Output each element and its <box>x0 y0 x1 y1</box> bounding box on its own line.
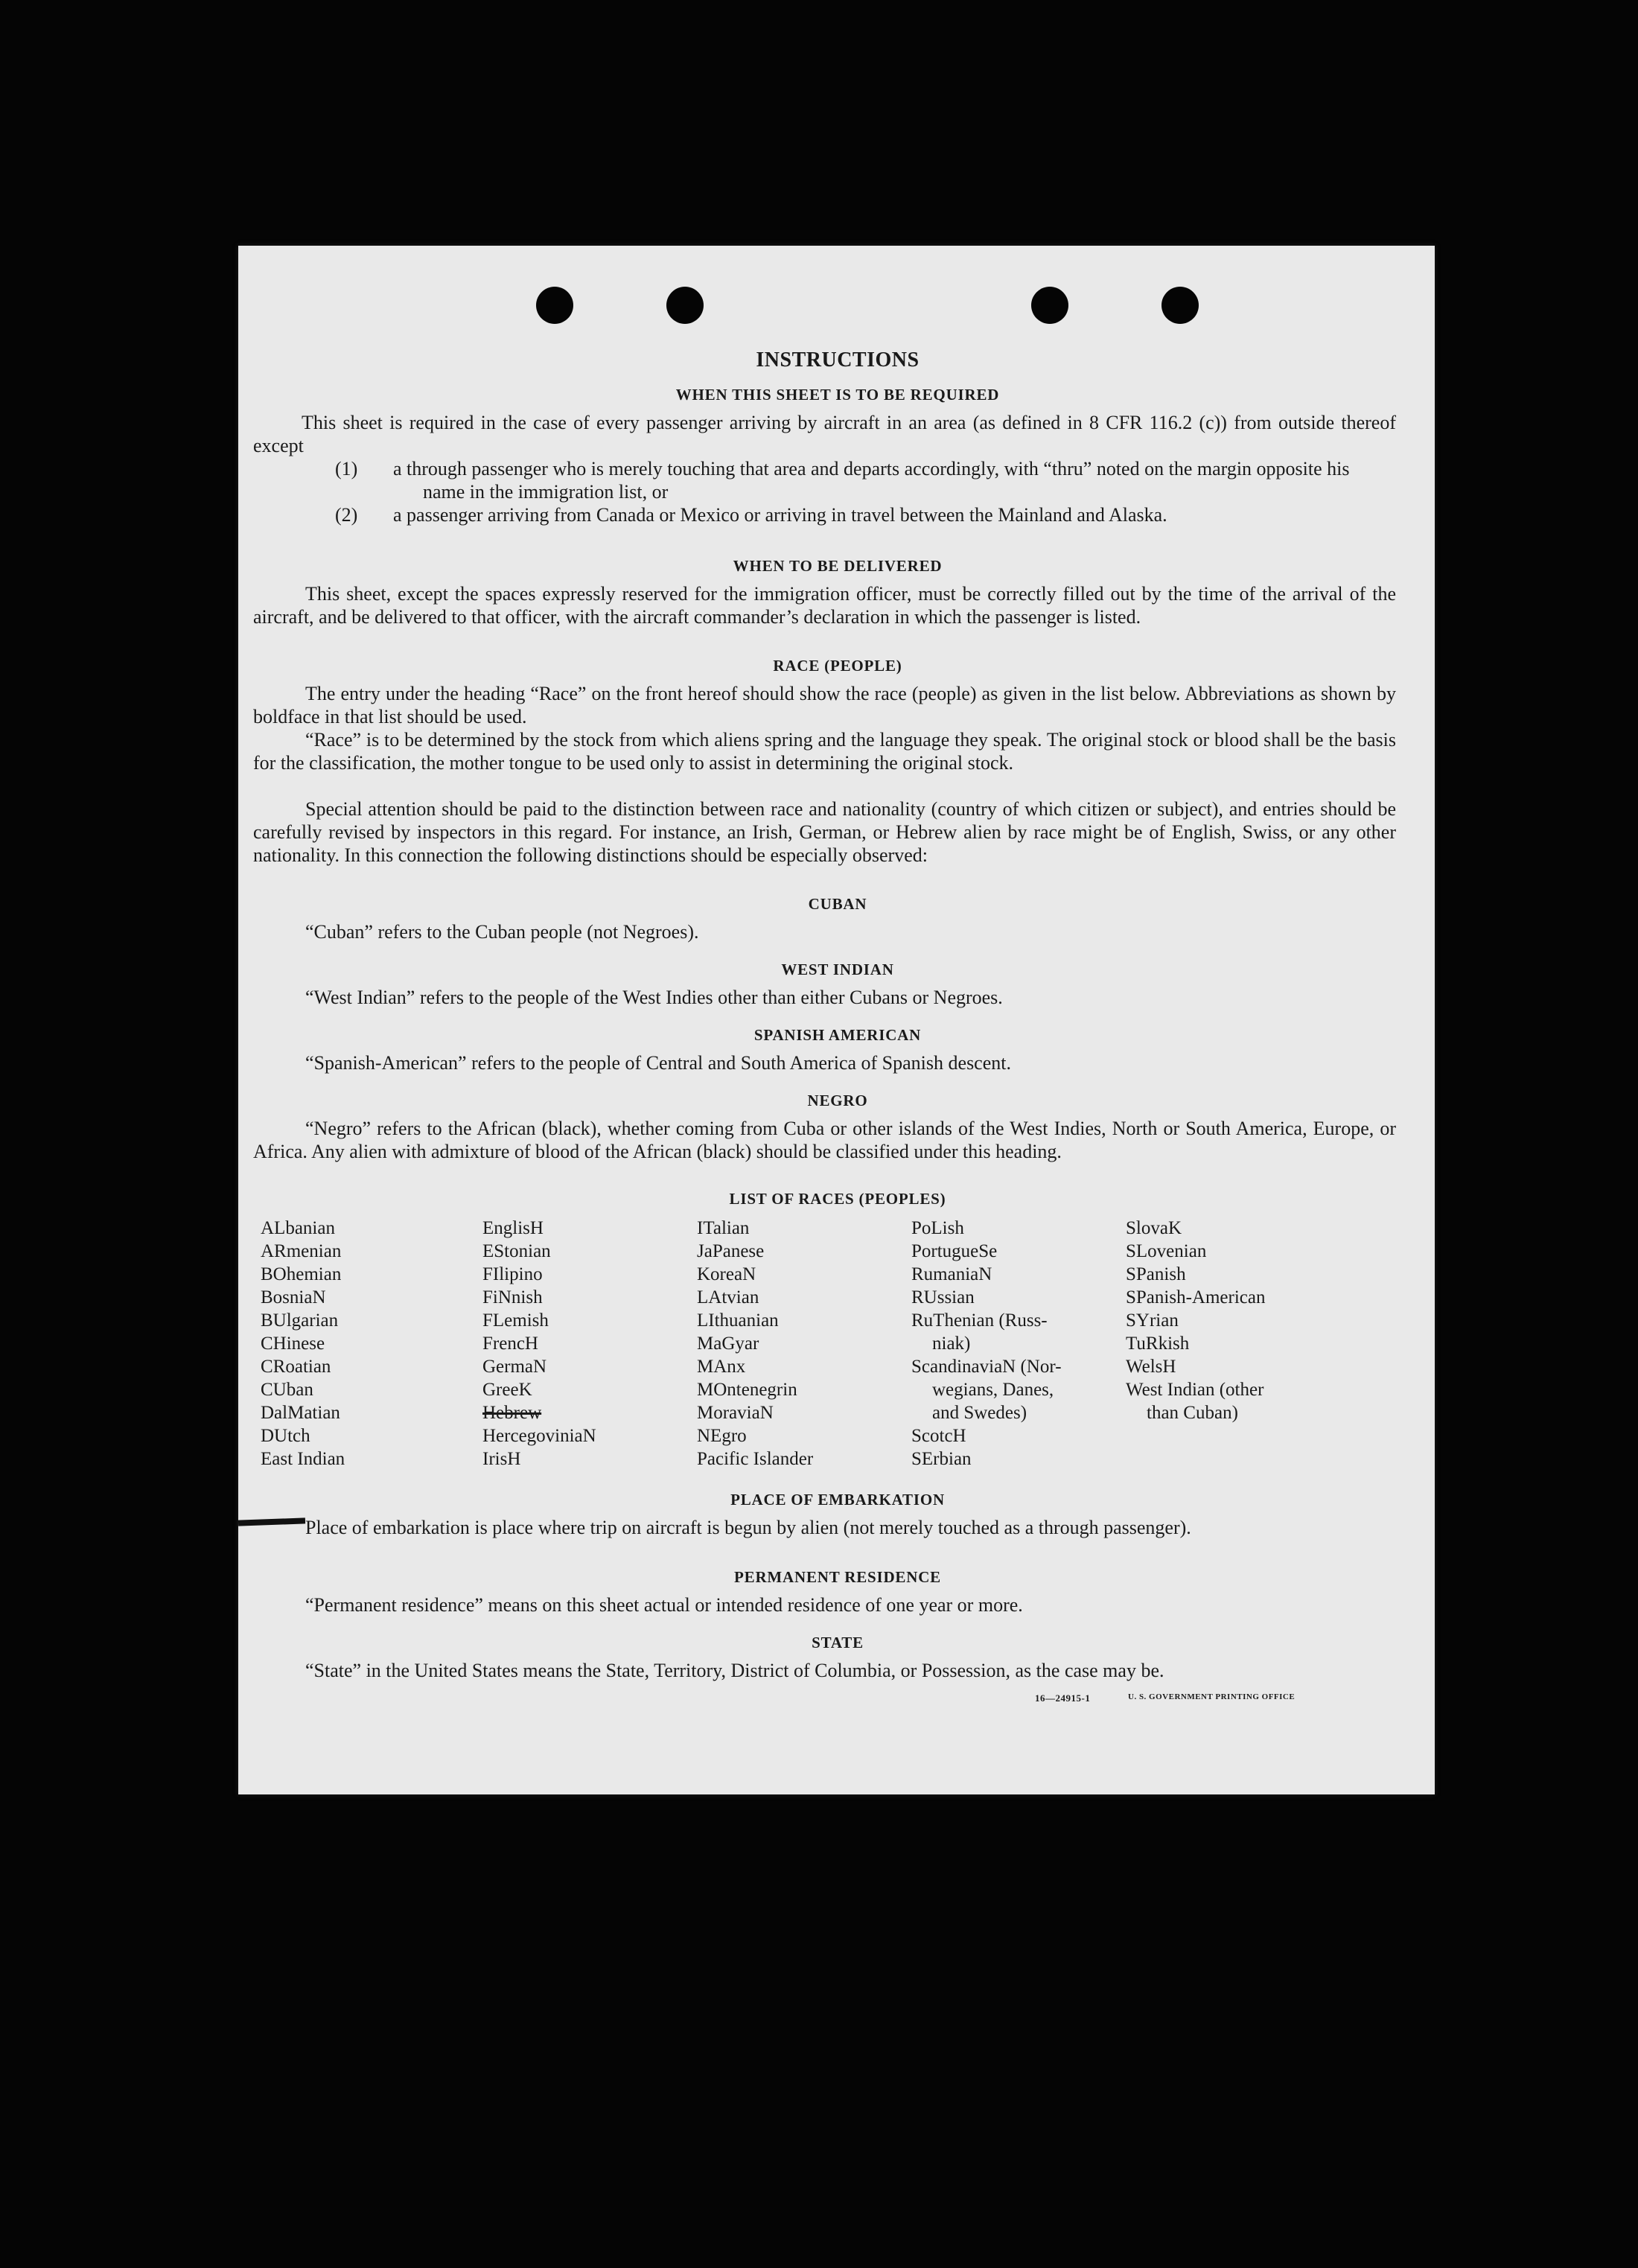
heading-west-indian: WEST INDIAN <box>781 961 894 978</box>
race-entry: BUlgarian <box>261 1310 339 1331</box>
race-entry: PortugueSe <box>911 1241 998 1261</box>
race-entry-continued: and Swedes) <box>932 1403 1027 1423</box>
state-text: “State” in the United States means the State, Territory, District of Columbia, or Possession, as the case may be. <box>305 1660 1164 1681</box>
heading-list-of-races: LIST OF RACES (PEOPLES) <box>729 1190 946 1208</box>
punch-hole <box>1031 287 1068 324</box>
page-title: INSTRUCTIONS <box>756 348 920 372</box>
race-entry: MOntenegrin <box>697 1380 797 1400</box>
race-paragraph-1: The entry under the heading “Race” on the front hereof should show the race (people) as given in the list below. Abbreviations as shown by boldface in that list should be used. <box>253 683 1396 727</box>
race-entry: BosniaN <box>261 1287 326 1307</box>
race-entry: TuRkish <box>1126 1334 1190 1354</box>
race-entry: ScandinaviaN (Nor- <box>911 1357 1062 1377</box>
race-entry: PoLish <box>911 1218 964 1238</box>
heading-permanent-residence: PERMANENT RESIDENCE <box>734 1568 941 1586</box>
race-entry-continued: than Cuban) <box>1147 1403 1238 1423</box>
race-entry: FiNnish <box>482 1287 543 1307</box>
race-entry: RuThenian (Russ- <box>911 1310 1048 1331</box>
when-required-intro: This sheet is required in the case of every passenger arriving by aircraft in an area (as defined in 8 CFR 116.2 (c)) from outside thereof except <box>253 412 1396 456</box>
punch-hole <box>1161 287 1199 324</box>
race-entry: LAtvian <box>697 1287 759 1307</box>
race-entry: JaPanese <box>697 1241 765 1261</box>
race-entry: GermaN <box>482 1357 547 1377</box>
when-required-item-2 <box>335 503 1396 526</box>
race-paragraph-2: “Race” is to be determined by the stock from which aliens spring and the language they speak. The original stock or blood shall be the basis for the classification, the mother tongue to be used only to assist in determining the original stock. <box>253 729 1396 774</box>
race-entry: FrencH <box>482 1334 538 1354</box>
heading-state: STATE <box>812 1634 864 1651</box>
race-entry: West Indian (other <box>1126 1380 1264 1400</box>
race-entry: ScotcH <box>911 1426 966 1446</box>
item-number: (1) <box>335 458 358 480</box>
race-entry: GreeK <box>482 1380 532 1400</box>
race-entry: SlovaK <box>1126 1218 1182 1238</box>
race-entry: CHinese <box>261 1334 325 1354</box>
heading-spanish-american: SPANISH AMERICAN <box>753 1026 922 1044</box>
race-entry: EStonian <box>482 1241 551 1261</box>
race-entry: East Indian <box>261 1449 345 1469</box>
race-entry: ALbanian <box>261 1218 335 1238</box>
race-entry: CRoatian <box>261 1357 331 1377</box>
race-entry: EnglisH <box>482 1218 544 1238</box>
printer-imprint: U. S. GOVERNMENT PRINTING OFFICE <box>1128 1692 1296 1701</box>
race-entry: ITalian <box>697 1218 750 1238</box>
race-entry: HercegoviniaN <box>482 1426 596 1446</box>
punch-hole <box>536 287 573 324</box>
punch-hole <box>666 287 704 324</box>
race-entry: SErbian <box>911 1449 972 1469</box>
spanish-american-text: “Spanish-American” refers to the people of Central and South America of Spanish descent. <box>305 1052 1011 1074</box>
race-entry: RumaniaN <box>911 1264 992 1284</box>
races-column-5 <box>1126 1217 1265 1424</box>
when-delivered-text: This sheet, except the spaces expressly reserved for the immigration officer, must be correctly filled out by the time of the arrival of the aircraft, and be delivered to that officer, with the aircraft commander’s declaration in which the passenger is listed. <box>253 583 1396 628</box>
race-entry: FIlipino <box>482 1264 543 1284</box>
negro-text: “Negro” refers to the African (black), whether coming from Cuba or other islands of the West Indies, North or South America, Europe, or Africa. Any alien with admixture of blood of the African (black) should be classified under this heading. <box>253 1118 1396 1162</box>
embarkation-text: Place of embarkation is place where trip on aircraft is begun by alien (not merely touched as a through passenger). <box>305 1517 1191 1538</box>
race-entry: SLovenian <box>1126 1241 1207 1261</box>
heading-negro: NEGRO <box>807 1092 868 1109</box>
race-entry: MaGyar <box>697 1334 759 1354</box>
race-entry: DUtch <box>261 1426 310 1446</box>
race-entry: KoreaN <box>697 1264 756 1284</box>
race-entry: ARmenian <box>261 1241 342 1261</box>
heading-when-delivered: WHEN TO BE DELIVERED <box>733 557 943 575</box>
residence-text: “Permanent residence” means on this sheet actual or intended residence of one year or more. <box>305 1594 1023 1616</box>
heading-embarkation: PLACE OF EMBARKATION <box>730 1491 945 1509</box>
race-entry-continued: niak) <box>932 1334 971 1354</box>
heading-cuban: CUBAN <box>808 895 867 913</box>
race-entry: NEgro <box>697 1426 747 1446</box>
race-entry: FLemish <box>482 1310 549 1331</box>
race-entry: MoraviaN <box>697 1403 774 1423</box>
cuban-text: “Cuban” refers to the Cuban people (not Negroes). <box>305 921 699 943</box>
item-text: a passenger arriving from Canada or Mexico or arriving in travel between the Mainland and Alaska. <box>393 504 1167 526</box>
item-number: (2) <box>335 504 358 526</box>
race-entry: CUban <box>261 1380 313 1400</box>
races-column-2 <box>482 1217 596 1471</box>
race-entry: SYrian <box>1126 1310 1179 1331</box>
race-entry: SPanish <box>1126 1264 1186 1284</box>
races-column-1 <box>261 1217 345 1471</box>
race-entry: IrisH <box>482 1449 521 1469</box>
document-sheet <box>238 246 1435 1794</box>
race-entry: BOhemian <box>261 1264 342 1284</box>
race-entry: Pacific Islander <box>697 1449 814 1469</box>
west-indian-text: “West Indian” refers to the people of the West Indies other than either Cubans or Negroes. <box>305 987 1003 1008</box>
races-column-3 <box>697 1217 813 1471</box>
race-entry: RUssian <box>911 1287 975 1307</box>
race-entry: DalMatian <box>261 1403 340 1423</box>
race-entry: SPanish-American <box>1126 1287 1266 1307</box>
when-required-item-1 <box>335 457 1396 503</box>
races-column-4 <box>911 1217 1062 1471</box>
form-code: 16—24915-1 <box>1035 1692 1091 1704</box>
race-paragraph-3: Special attention should be paid to the distinction between race and nationality (country of which citizen or subject), and entries should be carefully revised by inspectors in this regard. For instance, an Irish, German, or Hebrew alien by race might be of English, Swiss, or any other nationality. In this connection the following distinctions should be especially observed: <box>253 798 1396 866</box>
heading-race: RACE (PEOPLE) <box>773 657 902 675</box>
race-entry-continued: wegians, Danes, <box>932 1380 1054 1400</box>
heading-when-required: WHEN THIS SHEET IS TO BE REQUIRED <box>675 386 1000 404</box>
race-entry: MAnx <box>697 1357 746 1377</box>
race-entry: WelsH <box>1126 1357 1176 1377</box>
race-entry: LIthuanian <box>697 1310 779 1331</box>
item-text: a through passenger who is merely touching that area and departs accordingly, with “thru” noted on the margin opposite his name in the immigration list, or <box>393 458 1350 503</box>
race-entry-struck: Hebrew <box>482 1403 542 1423</box>
